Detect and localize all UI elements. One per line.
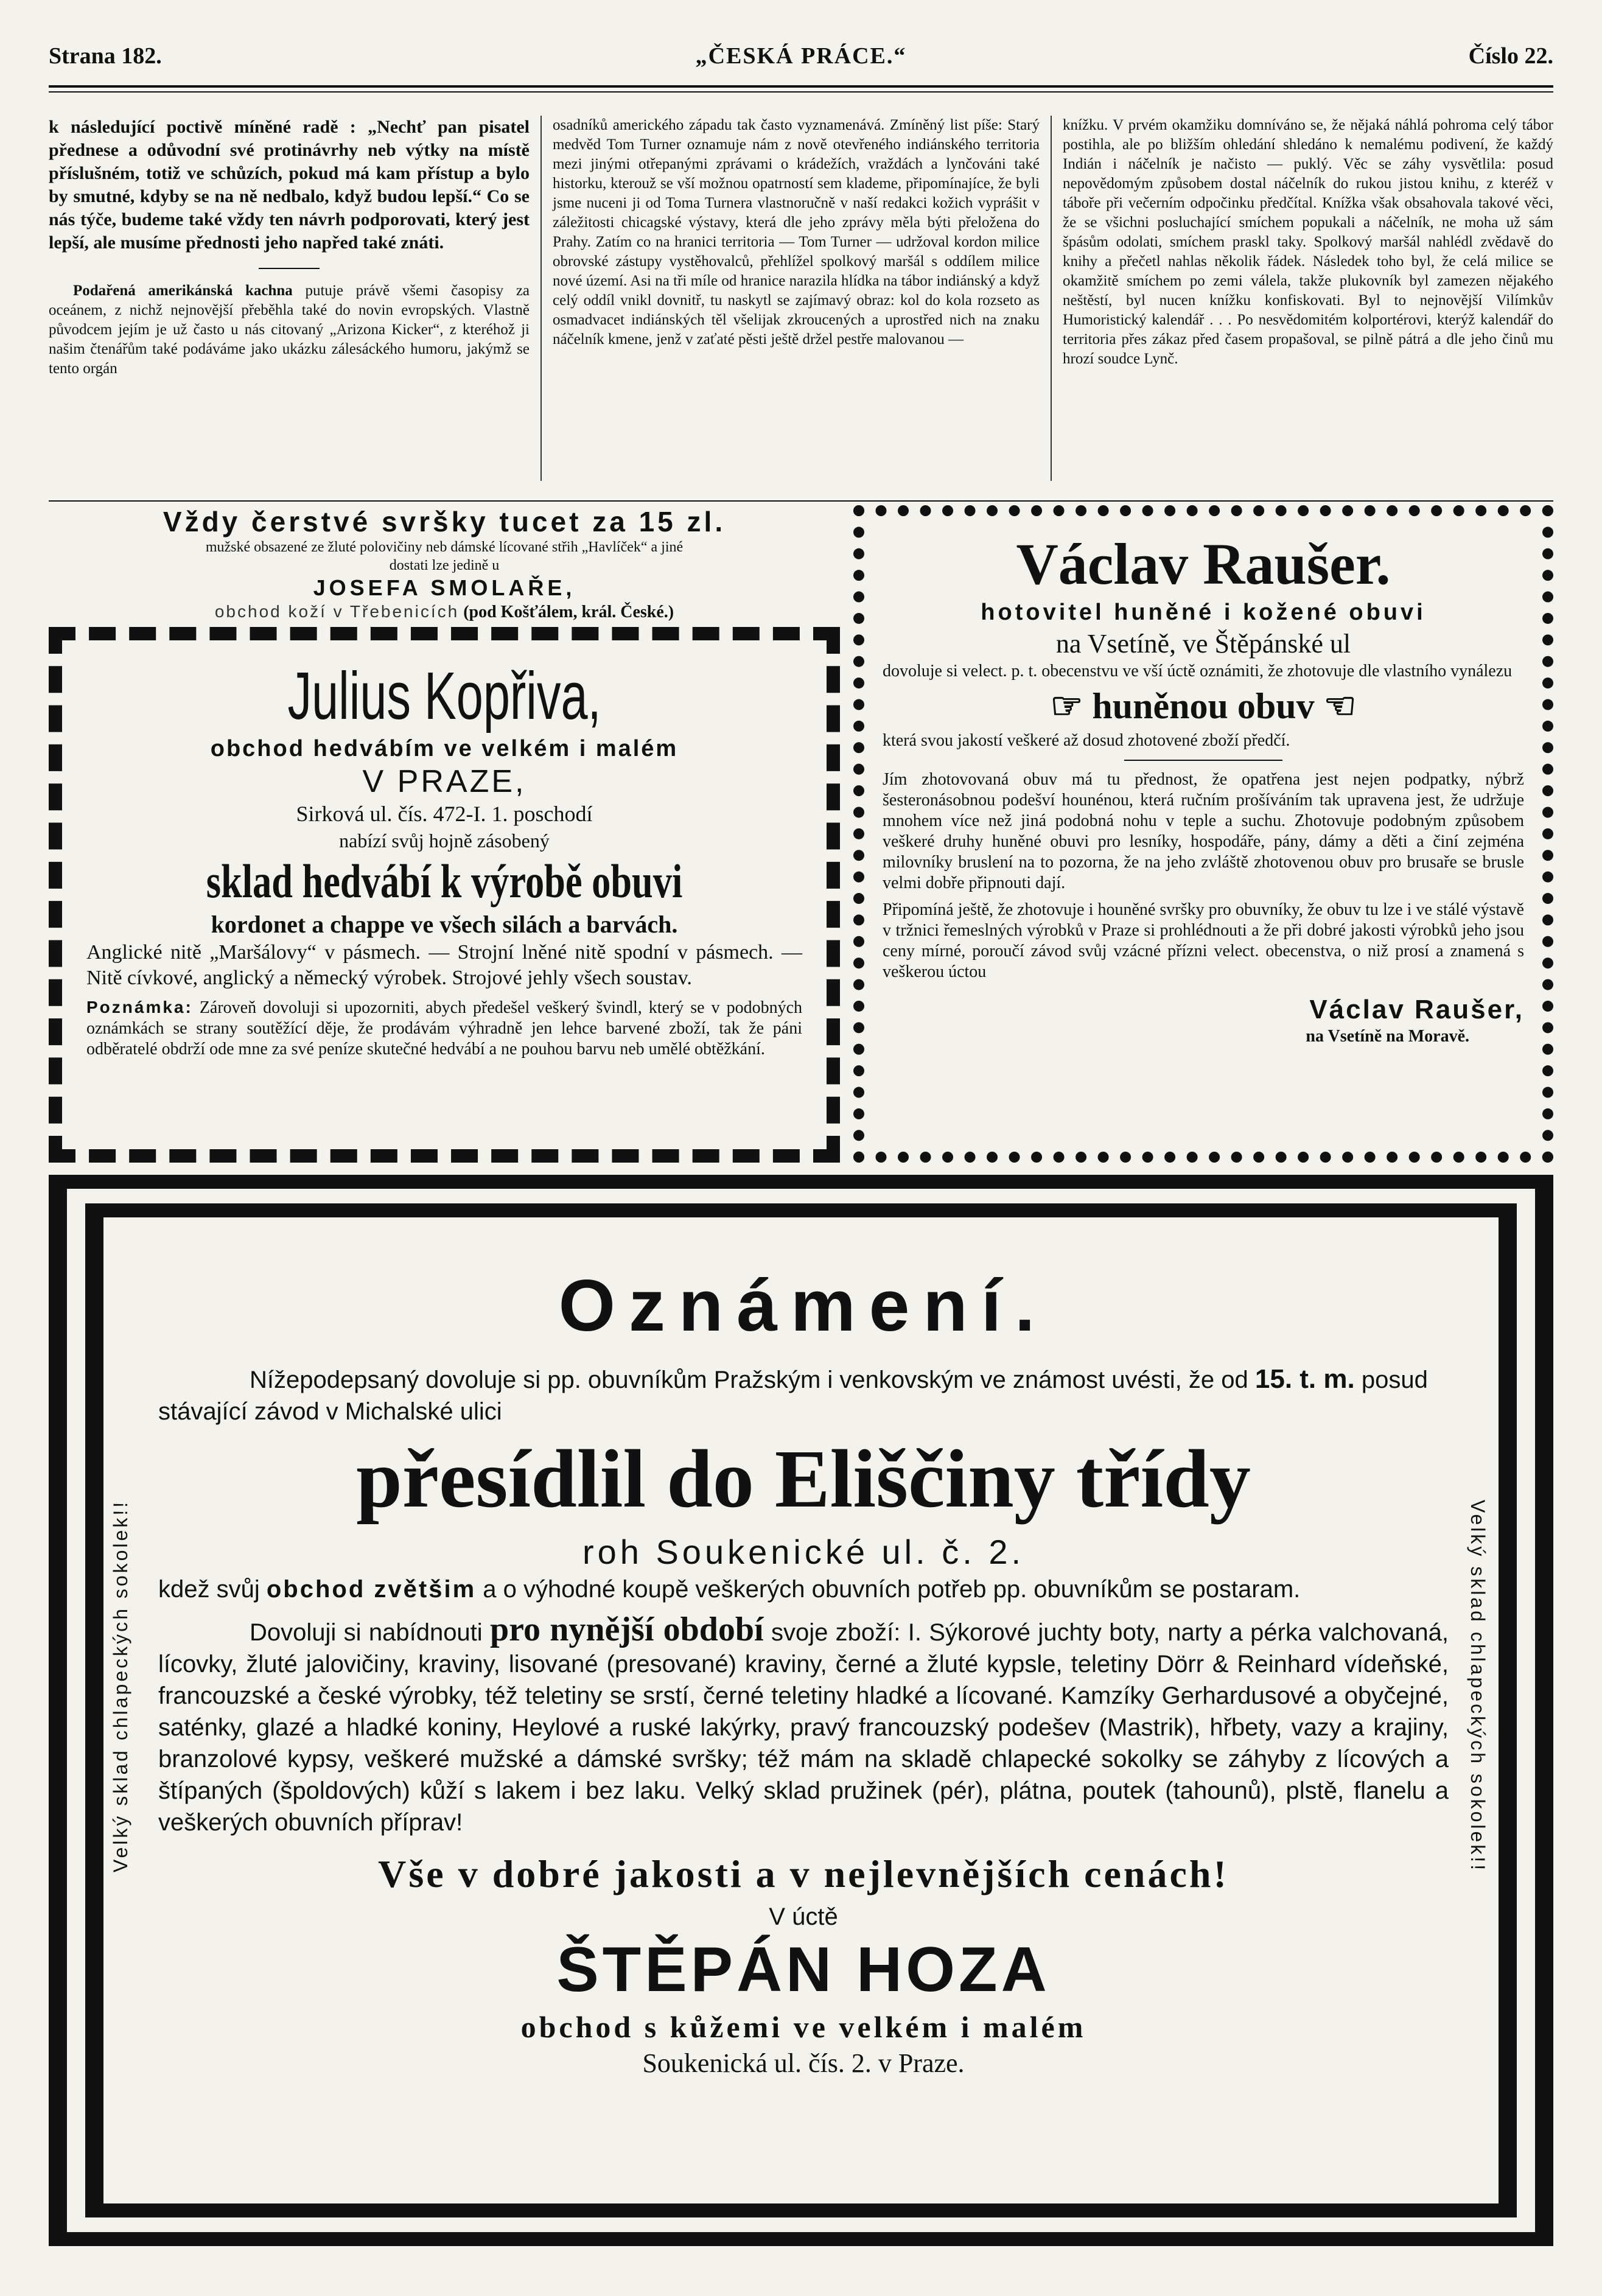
rauser-ad (853, 505, 1553, 1163)
rauser-place: na Vsetíně, ve Štěpánské ul (1055, 629, 1351, 659)
smolar-name: JOSEFA SMOLAŘE, (313, 575, 576, 600)
column-3 (1063, 116, 1553, 369)
column-2-paragraph: osadníků amerického západu tak často vyznamenává. Zmíněný list píše: Starý medvěd Tom Turner oznamuje nám z nově otevřeného indiánského territoria mezi jinými otřepanými zprávami o krádežích, vraždách a lynčováni také historku, kterouž se vší možnou opatrností sem klademe, připomínajíce, že byli jsme nuceni ji od Toma Turnera vlastnoručně v naší redakci kožich vyprášit v záležitosti chicagské výstavy, která dle jeho zprávy měla býti přeložena do Prahy. Zatím co na hranici territoria — Tom Turner — udržoval kordon milice obrovské zástupy vystěhovalců, přehlížel spolkový maršál s oddílem milice nové území. Asi na tři míle od hranice narazila hlídka na tábor indiánský a když celý oddíl vnikl dovnitř, tu naskytl se zajímavý obraz: kol do kola rozseto as osmadvacet indiánských těl všelijak zkroucených a uprostřed nich na znaku náčelník kmene, jenž v zaťaté pěsti ještě držel pestře malovanou — (553, 117, 1040, 348)
rauser-signature: Václav Raušer, (1309, 995, 1524, 1024)
rauser-text: Připomíná ještě, že zhotovuje i houněné svršky pro obuvníky, že obuv tu lze i ve stálé výstavě v tržnici řemeslných výrobků v Praze si prohlédnouti a že při dobré jakosti výrobků jeho jsou ceny mírné, poroučí závod svůj vzácné přízni velect. obecenstva, o niž prosí a znamená s veškerou úctou (883, 900, 1524, 981)
column-1 (49, 116, 530, 379)
column-2 (553, 116, 1040, 349)
hoza-title: Oznámení. (558, 1265, 1049, 1346)
hoza-p3 (158, 1611, 1449, 1838)
header-rule (49, 85, 1553, 88)
hoza-motto: Vše v dobré jakosti a v nejlevnějších cenách! (378, 1852, 1229, 1895)
hoza-side-left (110, 1297, 131, 2076)
hoza-p3b: pro nynější období (490, 1611, 764, 1648)
hoza-p1c: posud stávající závod v Michalské ulici (158, 1367, 1428, 1425)
hoza-sub: obchod s kůžemi ve velkém i malém (520, 2010, 1086, 2044)
kopriva-address: Sirková ul. čís. 472-I. 1. poschodí (296, 802, 593, 826)
header-rule-thin (49, 91, 1553, 93)
kopriva-city: V PRAZE, (362, 764, 526, 799)
rauser-signature-place: na Vsetíně na Moravě. (1306, 1027, 1469, 1046)
hoza-regards: V úctě (769, 1903, 838, 1930)
smolar-address: (pod Košťálem, král. České.) (463, 603, 674, 621)
kopriva-main: sklad hedvábí k výrobě obuvi (206, 855, 683, 908)
rauser-big (883, 682, 1524, 730)
kopriva-threads: Anglické nitě „Maršálovy“ v pásmech. — Strojní lněné nitě spodní v pásmech. — Nitě cívkové, anglický a německý výrobek. Strojové jehly všech soustav. (86, 941, 802, 989)
kopriva-note-text: Zároveň dovoluji si upozorniti, abych předešel veškerý švindl, který se v podobných oznámkách se strany soutěžící děje, že prodávám výhradně jen lehce barvené zboží, tak že páni odběratelé obdrží ode mne za své peníze skutečné hedvábí a ne pouhou barvu neb umělé obtěžkání. (86, 998, 803, 1059)
kachna-article (49, 281, 530, 379)
column-3-paragraph: knížku. V prvém okamžiku domníváno se, že nějaká náhlá pohroma celý tábor postihla, ale po bližším ohledání shledáno k nemalému podivení, že každý Indián i náčelník je načisto — puklý. Věc se záhy vysvětlila: posud nepovědomým způsobem dostal náčelník do rukou jistou knihu, z kteréž v táboře při večerním odpočinku předčítal. Knížka však obsahovala takové věci, že se všichni posluchající smíchem popukali a náčelník, ne moha už sám špásům odolati, smíchem praskl taky. Spolkový maršál nahlédl zvědavě do knihy a přečetl nahlas několik řádek. Následek toho byl, že celá milice se okamžitě smíchem po zemi válela, takže plukovník byl zamezen nějakého neštěstí, byl nucen knížku konfiskovati. Byl to nejnovější Vilímkův Humoristický kalendář . . . Po nesvědomitém kolportérovi, kterýž kalendář do territoria přes zákaz před časem propašoval, se pilně pátrá a dle jeho činů mu hrozí soudce Lynč. (1063, 117, 1553, 367)
kopriva-line: nabízí svůj hojně zásobený (339, 830, 550, 852)
hoza-p3a: Dovoluji si nabídnouti (250, 1619, 483, 1646)
hoza-p2c: a o výhodné koupě veškerých obuvních potřeb pp. obuvníkům se postaram. (483, 1576, 1301, 1603)
hoza-p1a: Nížepodepsaný dovoluje si pp. obuvníkům Pražským i venkovským ve známost uvésti, že od (250, 1367, 1248, 1393)
kopriva-ad (49, 627, 840, 1163)
hoza-date: 15. t. m. (1254, 1364, 1355, 1394)
newspaper-title: „ČESKÁ PRÁCE.“ (695, 43, 907, 69)
hoza-p2a: kdež svůj (158, 1576, 260, 1603)
hoza-ad (158, 1260, 1449, 2197)
section-rule (49, 500, 1553, 502)
page-header (49, 43, 1553, 85)
hoza-p1 (158, 1363, 1449, 1427)
page-number: Strana 182. (49, 43, 162, 69)
rauser-sub: hotovitel huněné i kožené obuvi (981, 600, 1426, 625)
kopriva-line: obchod hedvábím ve velkém i malém (210, 736, 679, 761)
smolar-ad (49, 505, 840, 621)
smolar-shop: obchod koží v Třebenicích (214, 602, 460, 621)
smolar-headline: Vždy čerstvé svršky tucet za 15 zl. (163, 506, 726, 537)
column-divider (1051, 116, 1052, 481)
smolar-line: mužské obsazené ze žluté polovičiny neb dámské lícované střih „Havlíček“ a jiné (205, 539, 684, 555)
hoza-side-right-text: Velký sklad chlapeckých sokolek!! (1467, 1499, 1489, 1873)
rauser-text: která svou jakostí veškeré až dosud zhotovené zboží předčí. (883, 731, 1290, 750)
separator (1124, 760, 1282, 761)
hoza-p2b: obchod zvětšim (266, 1576, 477, 1603)
pointing-hand-icon: ☜ (1323, 686, 1357, 726)
column-1-paragraph: k následující poctivě míněné radě : „Nechť pan pisatel přednese a odůvodní své protinávrhy neb výtky na místě příslušném, totiž ve schůzích, pokud má kam přístup a bylo by smutné, kdyby se na ně nedbalo, když budou lepší.“ Co se nás týče, budeme také vždy ten návrh podporovati, který jest lepší, ale musíme přednosti jeho napřed také znáti. (49, 117, 530, 253)
hoza-big: přesídlil do Eliščiny třídy (356, 1433, 1251, 1525)
rauser-text: dovoluje si velect. p. t. obecenstvu ve vší úctě oznámiti, že zhotovuje dle vlastního vynálezu (883, 662, 1513, 681)
hoza-address: Soukenická ul. čís. 2. v Praze. (642, 2048, 965, 2078)
hoza-side-right (1467, 1297, 1489, 2076)
hoza-side-left-text: Velký sklad chlapeckých sokolek!! (110, 1499, 131, 1873)
column-divider (540, 116, 542, 481)
pointing-hand-icon: ☞ (1050, 686, 1083, 726)
kopriva-line: kordonet a chappe ve všech silách a barvách. (211, 911, 678, 938)
hoza-name: ŠTĚPÁN HOZA (556, 1934, 1051, 2005)
kopriva-name: Julius Kopřiva, (287, 659, 601, 733)
hoza-corner: roh Soukenické ul. č. 2. (582, 1533, 1025, 1571)
hoza-p2 (158, 1573, 1449, 1605)
rauser-name: Václav Raušer. (1016, 531, 1391, 597)
rauser-text: Jím zhotovovaná obuv má tu přednost, že opatřena jest nejen podpatky, nýbrž šesteronásobnou podešví hounénou, která ručním prošíváním tak upravena jest, že udržuje mnohem více než jiná podobná nohu v teple a suchu. Zhotovuje podobným způsobem veškeré druhy huněné obuvi pro lesníky, hospodáře, pány, dámy a děti a činí zejména milovníky bruslení na to pozorna, že na jeho zvláště zhotovenou obuv pro brusaře se brusle velmi dobře připnouti dají. (883, 770, 1524, 892)
kachna-text: putuje právě všemi časopisy za oceánem, z nichž nejnovější přeběhla také do novin evropských. Vlastně původcem jejím je už často u nás citovaný „Arizona Kicker“, z kteréhož ji našim čtenářům také podáváme jako ukázku zálesáckého humoru, jakýmž se tento orgán (49, 282, 530, 377)
kopriva-note-label: Poznámka: (86, 998, 193, 1017)
kopriva-note (86, 997, 802, 1060)
kachna-headline: Podařená amerikánská kachna (73, 282, 293, 299)
smolar-line: dostati lze jedině u (389, 558, 500, 573)
rauser-big-label: huněnou obuv (1092, 686, 1315, 726)
issue-number: Číslo 22. (1468, 43, 1553, 69)
separator (259, 268, 320, 269)
hoza-p3c: svoje zboží: I. Sýkorové juchty boty, narty a pérka valchovaná, lícovky, žluté jalovičiny, kraviny, lisované (presované) kraviny, černé a žluté kypsle, teletiny Dörr & Reinhard vídeňské, francouzské a české výrobky, též teletiny se srstí, černé teletiny hladké a lícované. Kamzíky Gerhardusové a obyčejné, saténky, glazé a hladké koniny, Heylové a ruské lakýrky, pravý francouzský podešev (Mastrik), hřbety, vazy a krajiny, branzolové kypsy, veškeré mužské a dámské svršky; též mám na skladě chlapecké sokolky se záhyby z lícových a štípaných (špoldových) kůží s lakem i bez laku. Velký sklad pružinek (pér), plátna, poutek (tahounů), plstě, flanelu a veškerých obuvních příprav! (158, 1619, 1449, 1836)
